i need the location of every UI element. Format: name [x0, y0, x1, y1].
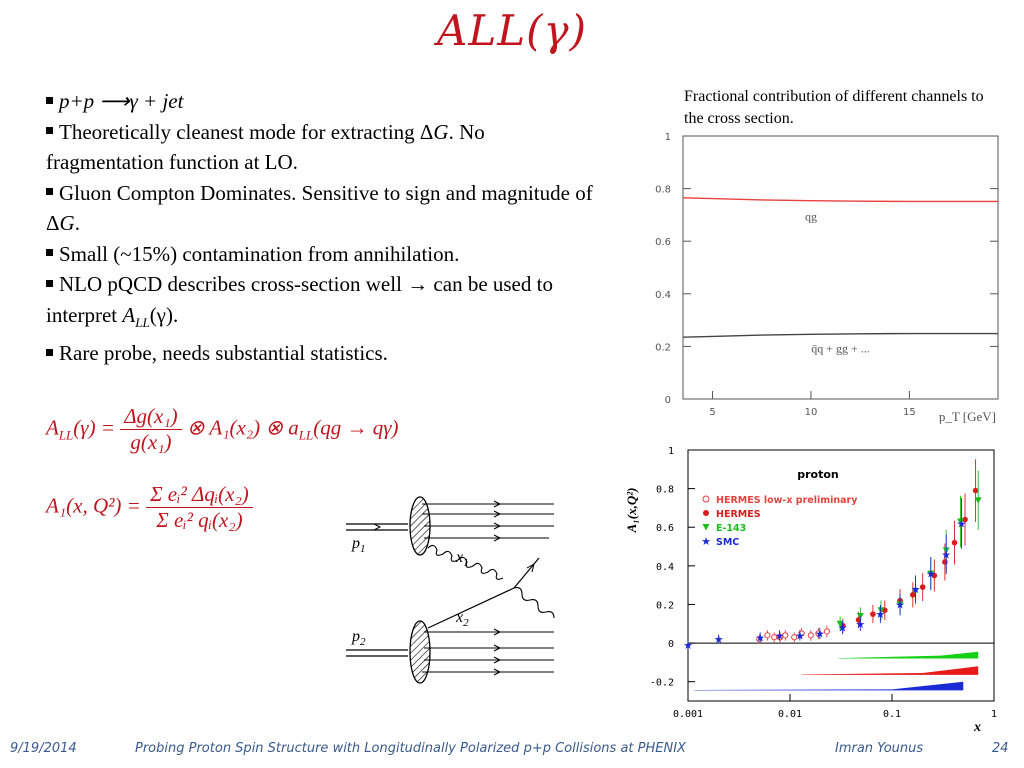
legend-marker	[703, 496, 709, 502]
data-point: ★	[814, 627, 825, 641]
bullet-5: NLO pQCD describes cross-section well → can be used to interpret $A_{LL}(\gamma)$.	[46, 272, 553, 330]
footer-author: Imran Younus	[835, 741, 924, 756]
x-tick-label: 0.1	[882, 709, 902, 720]
legend-marker: ★	[701, 536, 711, 548]
feynman-diagram	[344, 486, 569, 698]
bullet-2: Theoretically cleanest mode for extracting ΔG. No fragmentation function at LO.	[46, 119, 485, 174]
data-point: ★	[895, 598, 906, 612]
data-point: ★	[875, 608, 886, 622]
legend-label: E-143	[716, 523, 747, 534]
data-point	[824, 629, 829, 634]
y-tick-label: 0.2	[655, 342, 671, 354]
y-tick-label: 0.8	[655, 184, 671, 196]
data-point: ★	[956, 517, 967, 531]
bullet-list	[46, 86, 606, 369]
data-point	[973, 488, 979, 494]
plot-frame	[688, 450, 994, 701]
bullet-square-icon	[46, 349, 53, 356]
legend-label: HERMES low-x preliminary	[716, 495, 858, 506]
y-tick-label: 0.4	[655, 289, 671, 301]
data-point: ★	[774, 629, 785, 643]
x1-label: $x_1$	[456, 549, 469, 569]
series-line	[683, 198, 998, 202]
bullet-1: p+p ⟶γ + jet	[46, 86, 606, 117]
data-point	[920, 584, 926, 590]
data-point	[952, 540, 958, 546]
y-tick-label: -0.2	[649, 677, 674, 689]
legend-marker	[703, 510, 709, 516]
y-tick-label: 1	[664, 132, 671, 143]
series-label: q̄q + gg + ...	[811, 341, 870, 356]
x-axis-label: p_T [GeV]	[938, 409, 996, 424]
x-tick-label: 15	[903, 407, 916, 418]
x-axis-label: x	[974, 720, 981, 735]
legend-label: HERMES	[716, 509, 761, 520]
footer-page: 24	[992, 741, 1009, 756]
equation-a1: A₁(x, Q²) = $\frac{\text{Σ eᵢ² Δqᵢ(x₂)}}{\text{Σ eᵢ² qᵢ(x₂)}}$	[46, 482, 253, 533]
fraction-chart	[640, 130, 1002, 438]
data-point: ★	[910, 583, 921, 597]
bullet-square-icon	[46, 127, 53, 134]
legend-marker	[703, 524, 710, 531]
fraction: $\frac{\text{Σ eᵢ² Δqᵢ(x₂)}}{\text{Σ eᵢ² qᵢ(x₂)}}$	[146, 482, 253, 533]
data-point: ★	[755, 631, 766, 645]
y-tick-label: 0.8	[655, 484, 674, 496]
bullet-square-icon	[46, 280, 53, 287]
data-point: ★	[683, 639, 693, 653]
y-axis-label: A₁(x,Q²)	[624, 487, 639, 533]
data-point	[765, 633, 770, 638]
quark-line	[428, 588, 514, 628]
bullet-square-icon	[46, 249, 53, 256]
y-tick-label: 0.6	[655, 523, 674, 535]
data-point: ★	[925, 567, 936, 581]
x-tick-label: 0.01	[777, 709, 803, 720]
p2-label: $p_2$	[352, 628, 366, 648]
parton-blob	[410, 621, 430, 683]
y-tick-label: 0.2	[655, 600, 674, 612]
systematic-band	[839, 652, 979, 659]
footer-title: Probing Proton Spin Structure with Longitudinally Polarized p+p Collisions at PHENIX	[135, 741, 686, 756]
y-tick-label: 0	[667, 639, 674, 651]
series-label: qg	[804, 209, 817, 224]
bullet-6: Rare probe, needs substantial statistics.	[46, 338, 606, 369]
chart-title: proton	[797, 468, 839, 481]
y-tick-label: 1	[667, 446, 674, 457]
bullet-4: Small (~15%) contamination from annihilation.	[46, 239, 606, 270]
p1-label: $p_1$	[352, 535, 366, 555]
bullet-square-icon	[46, 188, 53, 195]
data-point: ★	[941, 548, 952, 562]
x2-label: $x_2$	[456, 609, 469, 629]
x-tick-label: 5	[709, 407, 716, 418]
y-tick-label: 0	[664, 395, 671, 406]
series-line	[683, 334, 998, 338]
equation-all: $A_{LL}(\gamma)$ = $\frac{\text{Δg(x₁)}}{\text{g(x₁)}}$ ⊗ A₁(x₂) ⊗ $a_{LL}(qg \to q\gamma)$	[46, 404, 399, 454]
data-point: ★	[855, 617, 866, 631]
data-point	[808, 633, 813, 638]
bullet-square-icon	[46, 97, 53, 104]
x-tick-label: 1	[990, 709, 998, 720]
systematic-band	[802, 666, 979, 675]
photon-line	[514, 588, 554, 618]
y-tick-label: 0.4	[655, 561, 674, 573]
systematic-band	[694, 682, 963, 691]
a1-chart	[620, 445, 1000, 735]
fraction: $\frac{\text{Δg(x₁)}}{\text{g(x₁)}}$	[120, 404, 181, 455]
legend-label: SMC	[716, 537, 740, 548]
data-point: ★	[837, 621, 848, 635]
y-tick-label: 0.6	[655, 237, 671, 249]
slide-title: ALL(γ)	[437, 6, 587, 55]
x-tick-label: 10	[804, 407, 818, 418]
figure-caption: Fractional contribution of different channels to the cross section.	[684, 88, 984, 127]
parton-blob	[410, 497, 430, 555]
x-tick-label: 0.001	[672, 709, 704, 720]
footer-date: 9/19/2014	[10, 741, 77, 756]
data-point: ★	[794, 629, 805, 643]
data-point: ★	[713, 633, 724, 647]
bullet-3: Gluon Compton Dominates. Sensitive to sign and magnitude of ΔG.	[46, 180, 593, 235]
plot-frame	[683, 136, 998, 399]
